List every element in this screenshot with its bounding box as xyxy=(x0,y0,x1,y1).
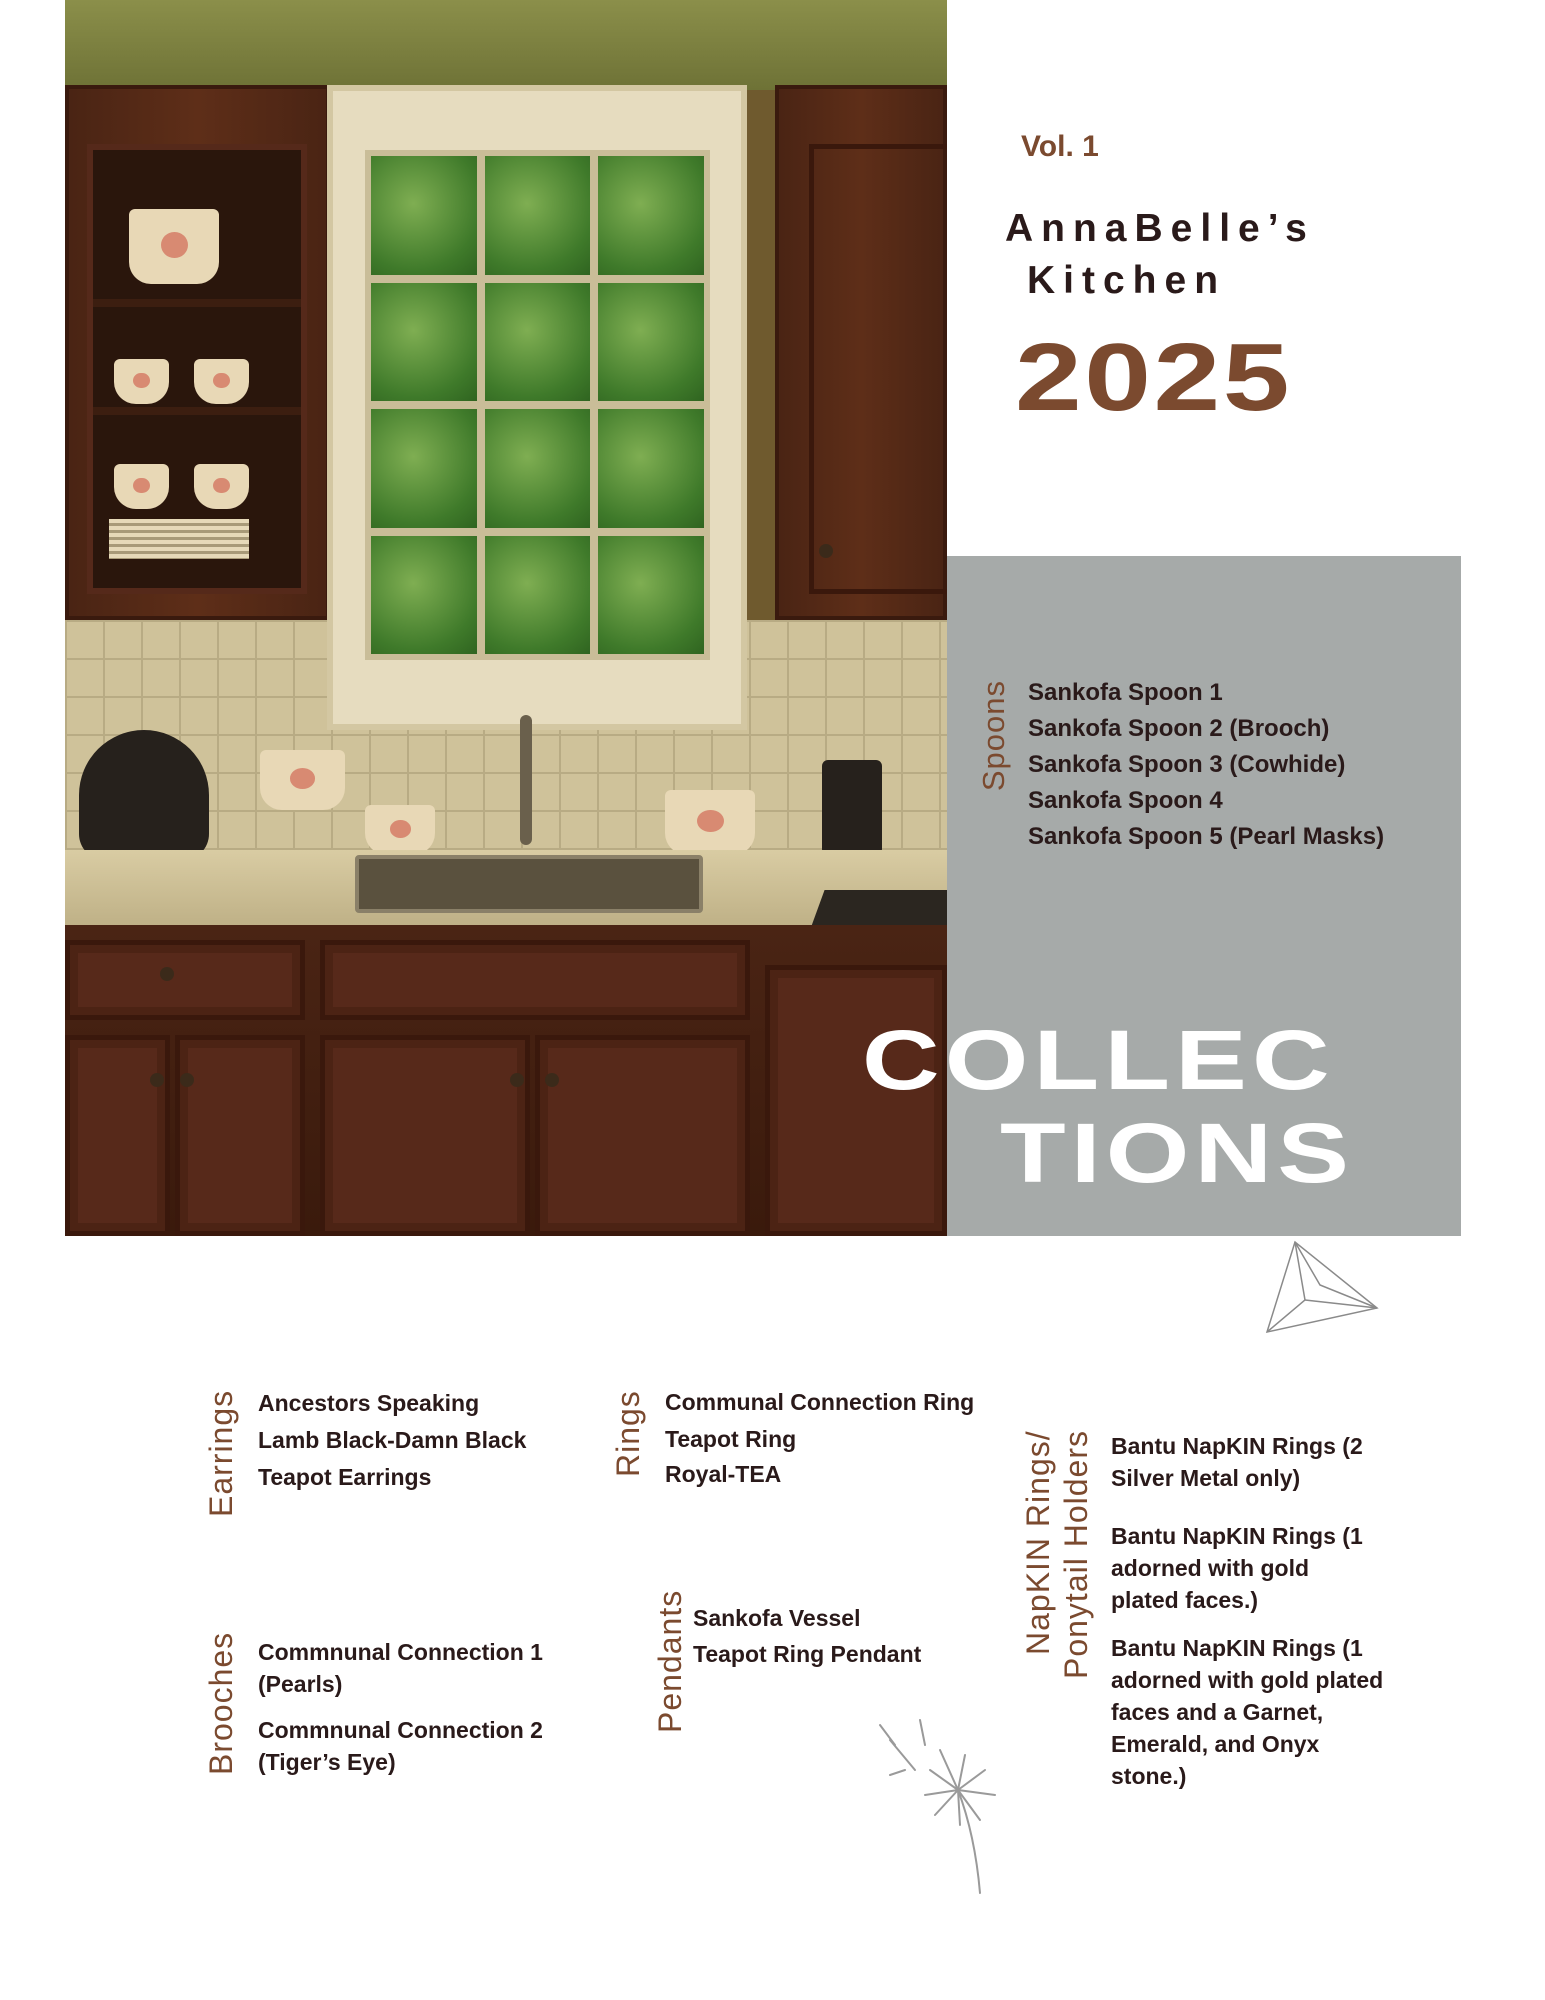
ponytail-holders-category-label: Ponytail Holders xyxy=(1058,1430,1094,1679)
pendants-list xyxy=(693,1600,921,1672)
spoons-list xyxy=(1028,675,1384,855)
list-item-line: adorned with gold plated xyxy=(1111,1667,1384,1693)
list-item-line: adorned with gold xyxy=(1111,1555,1310,1581)
list-item: Sankofa Spoon 4 xyxy=(1028,787,1223,814)
collections-heading-line-2: TIONS xyxy=(1000,1106,1355,1200)
faucet xyxy=(520,715,532,845)
list-item-line: Bantu NapKIN Rings (1 xyxy=(1111,1523,1363,1549)
list-item-line: faces and a Garnet, xyxy=(1111,1699,1324,1725)
list-item xyxy=(1111,1430,1383,1494)
list-item-line: Bantu NapKIN Rings (1 xyxy=(1111,1635,1363,1661)
napkin-rings-category-label: NapKIN Rings/ xyxy=(1020,1430,1056,1655)
utensil-holder xyxy=(822,760,882,855)
list-item: Sankofa Spoon 2 (Brooch) xyxy=(1028,715,1330,742)
kitchen-photo xyxy=(65,0,947,1236)
list-item-line: plated faces.) xyxy=(1111,1587,1258,1613)
list-item: Teapot Ring xyxy=(665,1426,797,1452)
collections-heading-line-1: COLLEC xyxy=(862,1013,1335,1107)
list-item: Sankofa Spoon 3 (Cowhide) xyxy=(1028,751,1346,778)
list-item-line: Emerald, and Onyx xyxy=(1111,1731,1320,1757)
pendants-category-label: Pendants xyxy=(652,1590,688,1734)
list-item: (Pearls) xyxy=(258,1671,343,1697)
title-line-1: AnnaBelle’s xyxy=(1005,207,1315,250)
list-item xyxy=(1111,1632,1383,1792)
list-item: Teapot Ring Pendant xyxy=(693,1641,922,1667)
list-item-line: Bantu NapKIN Rings (2 xyxy=(1111,1433,1363,1459)
brooches-list xyxy=(258,1636,543,1778)
earrings-list xyxy=(258,1385,526,1496)
upper-cabinet-left xyxy=(65,85,330,620)
year: 2025 xyxy=(1015,324,1292,431)
title-line-2: Kitchen xyxy=(1027,259,1227,302)
wall xyxy=(65,0,947,90)
list-item-line: Silver Metal only) xyxy=(1111,1465,1301,1491)
list-item-line: stone.) xyxy=(1111,1763,1187,1789)
list-item: Commnunal Connection 1 xyxy=(258,1639,543,1665)
list-item: Royal-TEA xyxy=(665,1461,782,1487)
upper-cabinet-right xyxy=(775,85,947,620)
list-item: Commnunal Connection 2 xyxy=(258,1717,543,1743)
list-item: Sankofa Spoon 1 xyxy=(1028,679,1223,706)
list-item: Sankofa Spoon 5 (Pearl Masks) xyxy=(1028,823,1385,850)
list-item: Sankofa Vessel xyxy=(693,1605,861,1631)
list-item xyxy=(1111,1520,1383,1616)
earrings-category-label: Earrings xyxy=(203,1390,239,1518)
list-item: Communal Connection Ring xyxy=(665,1389,975,1415)
dandelion-icon xyxy=(870,1715,1010,1895)
list-item: Teapot Earrings xyxy=(258,1464,432,1490)
brooches-category-label: Brooches xyxy=(203,1632,239,1776)
napkin-rings-list xyxy=(1111,1430,1383,1792)
rings-category-label: Rings xyxy=(610,1390,646,1477)
paper-plane-icon xyxy=(1265,1240,1380,1335)
teacup xyxy=(365,805,435,855)
list-item: Ancestors Speaking xyxy=(258,1390,480,1416)
lower-cabinets xyxy=(65,925,947,1236)
volume-label: Vol. 1 xyxy=(1021,130,1099,163)
list-item: Lamb Black-Damn Black xyxy=(258,1427,527,1453)
teacup xyxy=(260,750,345,810)
sink xyxy=(355,855,703,913)
rings-list xyxy=(665,1383,974,1491)
spoons-category-label: Spoons xyxy=(976,680,1011,792)
list-item: (Tiger’s Eye) xyxy=(258,1749,396,1775)
window xyxy=(365,150,710,660)
kettle xyxy=(79,730,209,860)
teacup xyxy=(665,790,755,855)
brand-title xyxy=(1005,203,1315,307)
